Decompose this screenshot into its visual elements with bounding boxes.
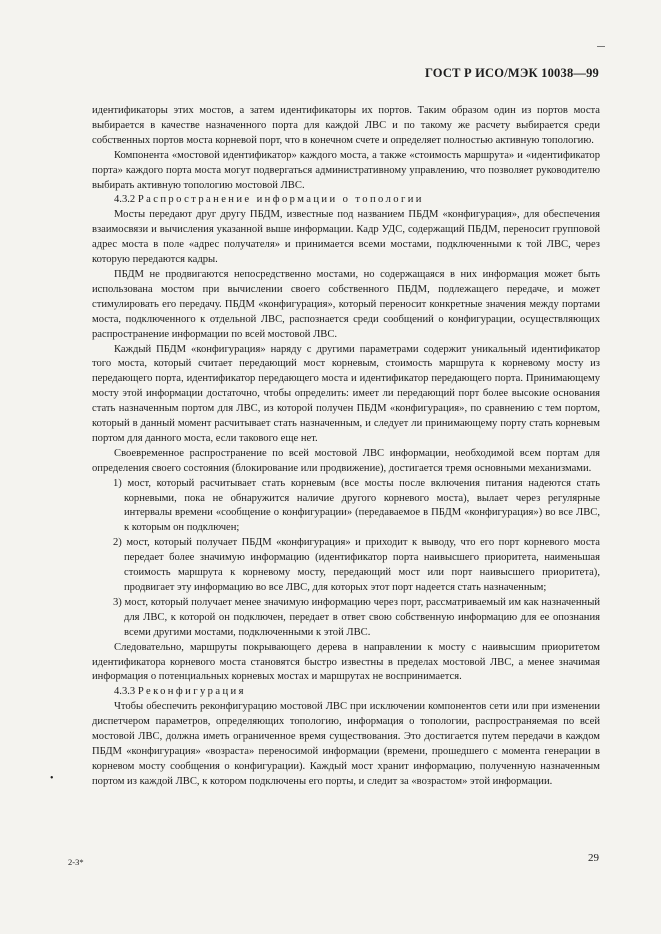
page-number: 29 [588,852,599,864]
paragraph: идентификаторы этих мостов, а затем идентификаторы их портов. Таким образом один из портов моста выбирается в качестве назначенного порта для каждой ЛВС и по такому же расчету выбирается среди собственных портов моста корневой порт, что в конечном счете и определяет полностью активную топологию. [92,105,600,146]
paragraph: Компонента «мостовой идентификатор» каждого моста, а также «стоимость маршрута» и «идентификатор порта» каждого порта моста могут подвергаться административному управлению, что позволяет руководителю выбирать активную топологию мостовой ЛВС. [92,149,600,191]
section-number: 4.3.2 [114,194,136,206]
page-header: ГОСТ Р ИСО/МЭК 10038—99 [424,66,599,80]
paragraph: Чтобы обеспечить реконфигурацию мостовой ЛВС при исключении компонентов сети или при изменении диспетчером параметров, определяющих топологию, информация о топологии, распространяемая по всей мостовой ЛВС, должна иметь ограниченное время существования. Это достигается путем передачи в каждом ПБДМ «конфигурация» «возраста» переносимой информации (времени, прошедшего с момента генерации в корневом мосту сообщения о конфигурации). Каждый мост хранит информацию, полученную назначенным портом из каждой ЛВС, к котором подключены его порты, и следит за «возрастом» этой информации. [92,701,600,787]
section-title: Распространение информации о топологии [137,194,424,206]
list-item: 1) мост, который расчитывает стать корневым (все мосты после включения питания надеются стать корневыми, пока не обнаружится наличие другого корневого моста), вылает через регулярные интервалы времени «сообщение о конфигурации» (передаваемое в ПБДМ «конфигурация») во все ЛВС, к которым он подключен; [113,477,600,534]
paragraph: Каждый ПБДМ «конфигурация» наряду с другими параметрами содержит уникальный идентификатор того моста, который считает передающий мост корневым, стоимость маршрута к корневому мосту из передающего порта, идентификатор передающего моста и идентификатор передающего порта. Принимающему мосту этой информации достаточно, чтобы определить: имеет ли передающий порт более высокие основания стать назначенным портом для ЛВС, из которой получен ПБДМ «конфигурация», по сравнению с тем портом, который в данный момент расчитывает стать назначенным, и следует ли принимающему порту стать корневым портом для данного моста, если такового еще нет. [92,343,600,444]
paragraph: Мосты передают друг другу ПБДМ, известные под названием ПБДМ «конфигурация», для обеспечения взаимосвязи и вычисления указанной выше информации. Кадр УДС, содержащий ПБДМ, переносит групповой адрес моста в поле «адрес получателя» и принимается всеми мостами, подключенными к той ЛВС, через которую передаются кадры. [92,209,600,266]
sheet-mark: 2-3* [68,857,84,867]
page-body [92,104,600,790]
paragraph: Своевременное распространение по всей мостовой ЛВС информации, необходимой всем портам для определения своего состояния (блокирование или продвижение), достигается тремя основными механизмами. [92,447,600,474]
section-heading [92,685,600,700]
paragraph: ПБДМ не продвигаются непосредственно мостами, но содержащаяся в них информация может быть использована мостом при вычислении своего собственного ПБДМ, подлежащего передаче, и может стимулировать его передачу. ПБДМ «конфигурация», который переносит конкретные значения между портами моста, подключенного к отдельной ЛВС, распознается среди сообщений о конфигурации, осуществляющих распространение информации по всей мостовой ЛВС. [92,268,600,340]
list-item: 2) мост, который получает ПБДМ «конфигурация» и приходит к выводу, что его порт корневого моста передает более значимую информацию (идентификатор порта наивысшего приоритета, наименьшая стоимость маршрута к корневому мосту, передающий мост или порт наивысшего приоритета), продвигает эту информацию во все ЛВС, для которых этот порт надеется стать назначенным; [113,537,600,593]
section-heading [92,193,600,208]
margin-dot: • [50,773,54,784]
section-title: Реконфигурация [137,686,246,698]
list-item: 3) мост, который получает менее значимую информацию через порт, рассматриваемый им как назначенный для ЛВС, к которой он подключен, передает в ответ свою собственную информацию для ее опознания всеми другими мостами, подключенными к этой ЛВС. [113,596,600,638]
section-number: 4.3.3 [114,686,136,698]
scan-mark [597,46,605,47]
paragraph: Следовательно, маршруты покрывающего дерева в направлении к мосту с наивысшим приоритетом идентификатора корневого моста становятся быстро известны в пределах мостовой ЛВС, а менее значимая информация о потенциальных корневых мостах и маршрутах не воспринимается. [92,641,600,683]
